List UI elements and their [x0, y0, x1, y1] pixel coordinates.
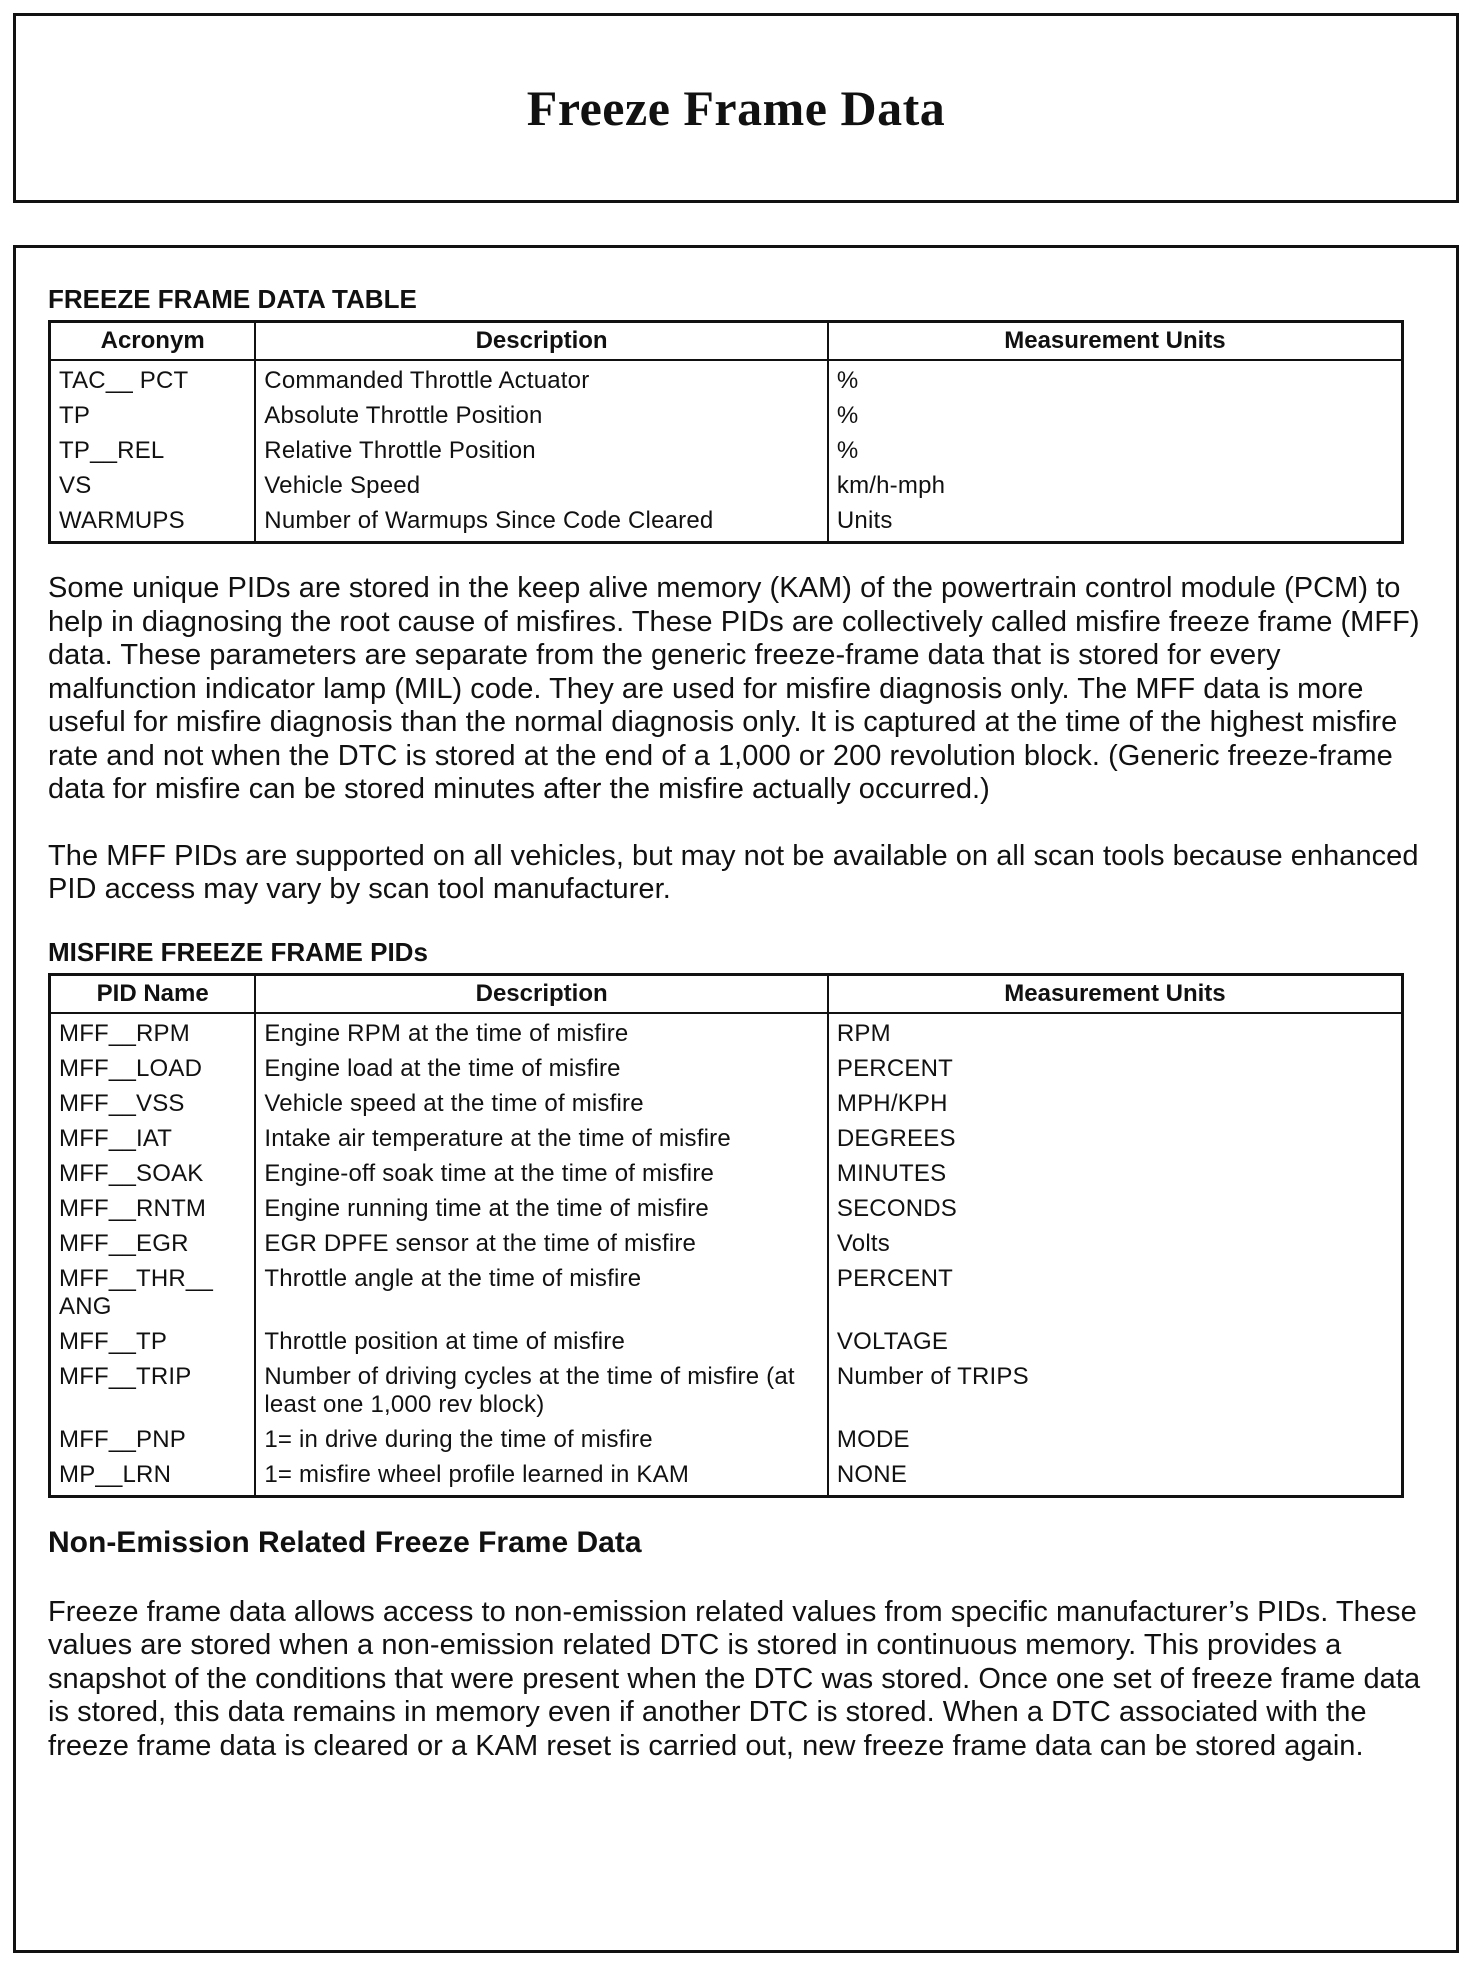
units-cell: NONE — [828, 1457, 1403, 1497]
misfire-table — [48, 973, 1404, 1498]
table-header-row — [50, 974, 1403, 1013]
description-cell: Engine running time at the time of misfire — [255, 1191, 828, 1226]
table-row — [50, 503, 1403, 543]
column-header: Acronym — [50, 322, 256, 361]
description-cell: Commanded Throttle Actuator — [255, 360, 828, 398]
table-row — [50, 398, 1403, 433]
non-emission-heading: Non-Emission Related Freeze Frame Data — [48, 1525, 642, 1559]
table-row — [50, 468, 1403, 503]
units-cell: RPM — [828, 1013, 1403, 1051]
units-cell: VOLTAGE — [828, 1324, 1403, 1359]
description-cell: Engine-off soak time at the time of misfire — [255, 1156, 828, 1191]
description-cell: Absolute Throttle Position — [255, 398, 828, 433]
pid-name-cell: MFF__VSS — [50, 1086, 256, 1121]
units-cell: km/h-mph — [828, 468, 1403, 503]
table-row — [50, 360, 1403, 398]
pid-name-cell: MFF__THR__ ANG — [50, 1261, 256, 1324]
misfire-table-heading: MISFIRE FREEZE FRAME PIDs — [48, 936, 428, 967]
column-header: PID Name — [50, 974, 256, 1013]
table-row — [50, 1422, 1403, 1457]
table-row — [50, 1261, 1403, 1324]
description-cell: Engine RPM at the time of misfire — [255, 1013, 828, 1051]
pid-name-cell: MFF__SOAK — [50, 1156, 256, 1191]
units-cell: MINUTES — [828, 1156, 1403, 1191]
acronym-cell: WARMUPS — [50, 503, 256, 543]
description-cell: 1= in drive during the time of misfire — [255, 1422, 828, 1457]
description-cell: Number of driving cycles at the time of misfire (at least one 1,000 rev block) — [255, 1359, 828, 1422]
units-cell: DEGREES — [828, 1121, 1403, 1156]
page-title: Freeze Frame Data — [526, 80, 946, 136]
table-row — [50, 1359, 1403, 1422]
freeze-frame-table-heading: FREEZE FRAME DATA TABLE — [48, 284, 417, 314]
description-cell: Vehicle speed at the time of misfire — [255, 1086, 828, 1121]
mff-support-paragraph: The MFF PIDs are supported on all vehicles, but may not be available on all scan tools because enhanced PID access may vary by scan tool manufacturer. — [48, 839, 1419, 905]
units-cell: PERCENT — [828, 1261, 1403, 1324]
table-row — [50, 1324, 1403, 1359]
table-row — [50, 1051, 1403, 1086]
table-row — [50, 1457, 1403, 1497]
pid-name-cell: MFF__EGR — [50, 1226, 256, 1261]
table-row — [50, 1086, 1403, 1121]
table-header-row — [50, 322, 1403, 361]
non-emission-paragraph: Freeze frame data allows access to non-emission related values from specific manufacturer’s PIDs. These values are stored when a non-emission related DTC is stored in continuous memory. This provides a snapshot of the conditions that were present when the DTC was stored. Once one set of freeze frame data is stored, this data remains in memory even if another DTC is stored. When a DTC associated with the freeze frame data is cleared or a KAM reset is carried out, new freeze frame data can be stored again. — [48, 1595, 1421, 1762]
description-cell: Vehicle Speed — [255, 468, 828, 503]
pid-name-cell: MFF__RNTM — [50, 1191, 256, 1226]
column-header: Measurement Units — [828, 974, 1403, 1013]
content-box — [13, 245, 1459, 1953]
pid-name-cell: MFF__IAT — [50, 1121, 256, 1156]
pid-name-cell: MFF__PNP — [50, 1422, 256, 1457]
table-row — [50, 433, 1403, 468]
description-cell: Throttle position at time of misfire — [255, 1324, 828, 1359]
acronym-cell: VS — [50, 468, 256, 503]
description-cell: Number of Warmups Since Code Cleared — [255, 503, 828, 543]
table-row — [50, 1191, 1403, 1226]
pid-name-cell: MFF__RPM — [50, 1013, 256, 1051]
column-header: Description — [255, 322, 828, 361]
table-row — [50, 1013, 1403, 1051]
column-header: Measurement Units — [828, 322, 1403, 361]
acronym-cell: TP — [50, 398, 256, 433]
acronym-cell: TAC__ PCT — [50, 360, 256, 398]
units-cell: Units — [828, 503, 1403, 543]
pid-name-cell: MFF__LOAD — [50, 1051, 256, 1086]
misfire-intro-paragraph: Some unique PIDs are stored in the keep alive memory (KAM) of the powertrain control module (PCM) to help in diagnosing the root cause of misfires. These PIDs are collectively called misfire freeze frame (MFF) data. These parameters are separate from the generic freeze-frame data that is stored for every malfunction indicator lamp (MIL) code. They are used for misfire diagnosis only. The MFF data is more useful for misfire diagnosis than the normal diagnosis only. It is captured at the time of the highest misfire rate and not when the DTC is stored at the end of a 1,000 or 200 revolution block. (Generic freeze-frame data for misfire can be stored minutes after the misfire actually occurred.) — [48, 572, 1420, 805]
units-cell: % — [828, 360, 1403, 398]
units-cell: Number of TRIPS — [828, 1359, 1403, 1422]
description-cell: Engine load at the time of misfire — [255, 1051, 828, 1086]
units-cell: Volts — [828, 1226, 1403, 1261]
units-cell: MPH/KPH — [828, 1086, 1403, 1121]
table-row — [50, 1156, 1403, 1191]
description-cell: EGR DPFE sensor at the time of misfire — [255, 1226, 828, 1261]
units-cell: % — [828, 398, 1403, 433]
units-cell: SECONDS — [828, 1191, 1403, 1226]
pid-name-cell: MP__LRN — [50, 1457, 256, 1497]
units-cell: MODE — [828, 1422, 1403, 1457]
freeze-frame-table — [48, 320, 1404, 544]
column-header: Description — [255, 974, 828, 1013]
description-cell: Relative Throttle Position — [255, 433, 828, 468]
description-cell: 1= misfire wheel profile learned in KAM — [255, 1457, 828, 1497]
pid-name-cell: MFF__TRIP — [50, 1359, 256, 1422]
units-cell: % — [828, 433, 1403, 468]
table-row — [50, 1121, 1403, 1156]
acronym-cell: TP__REL — [50, 433, 256, 468]
title-box — [13, 13, 1459, 203]
pid-name-cell: MFF__TP — [50, 1324, 256, 1359]
description-cell: Throttle angle at the time of misfire — [255, 1261, 828, 1324]
table-row — [50, 1226, 1403, 1261]
units-cell: PERCENT — [828, 1051, 1403, 1086]
description-cell: Intake air temperature at the time of misfire — [255, 1121, 828, 1156]
